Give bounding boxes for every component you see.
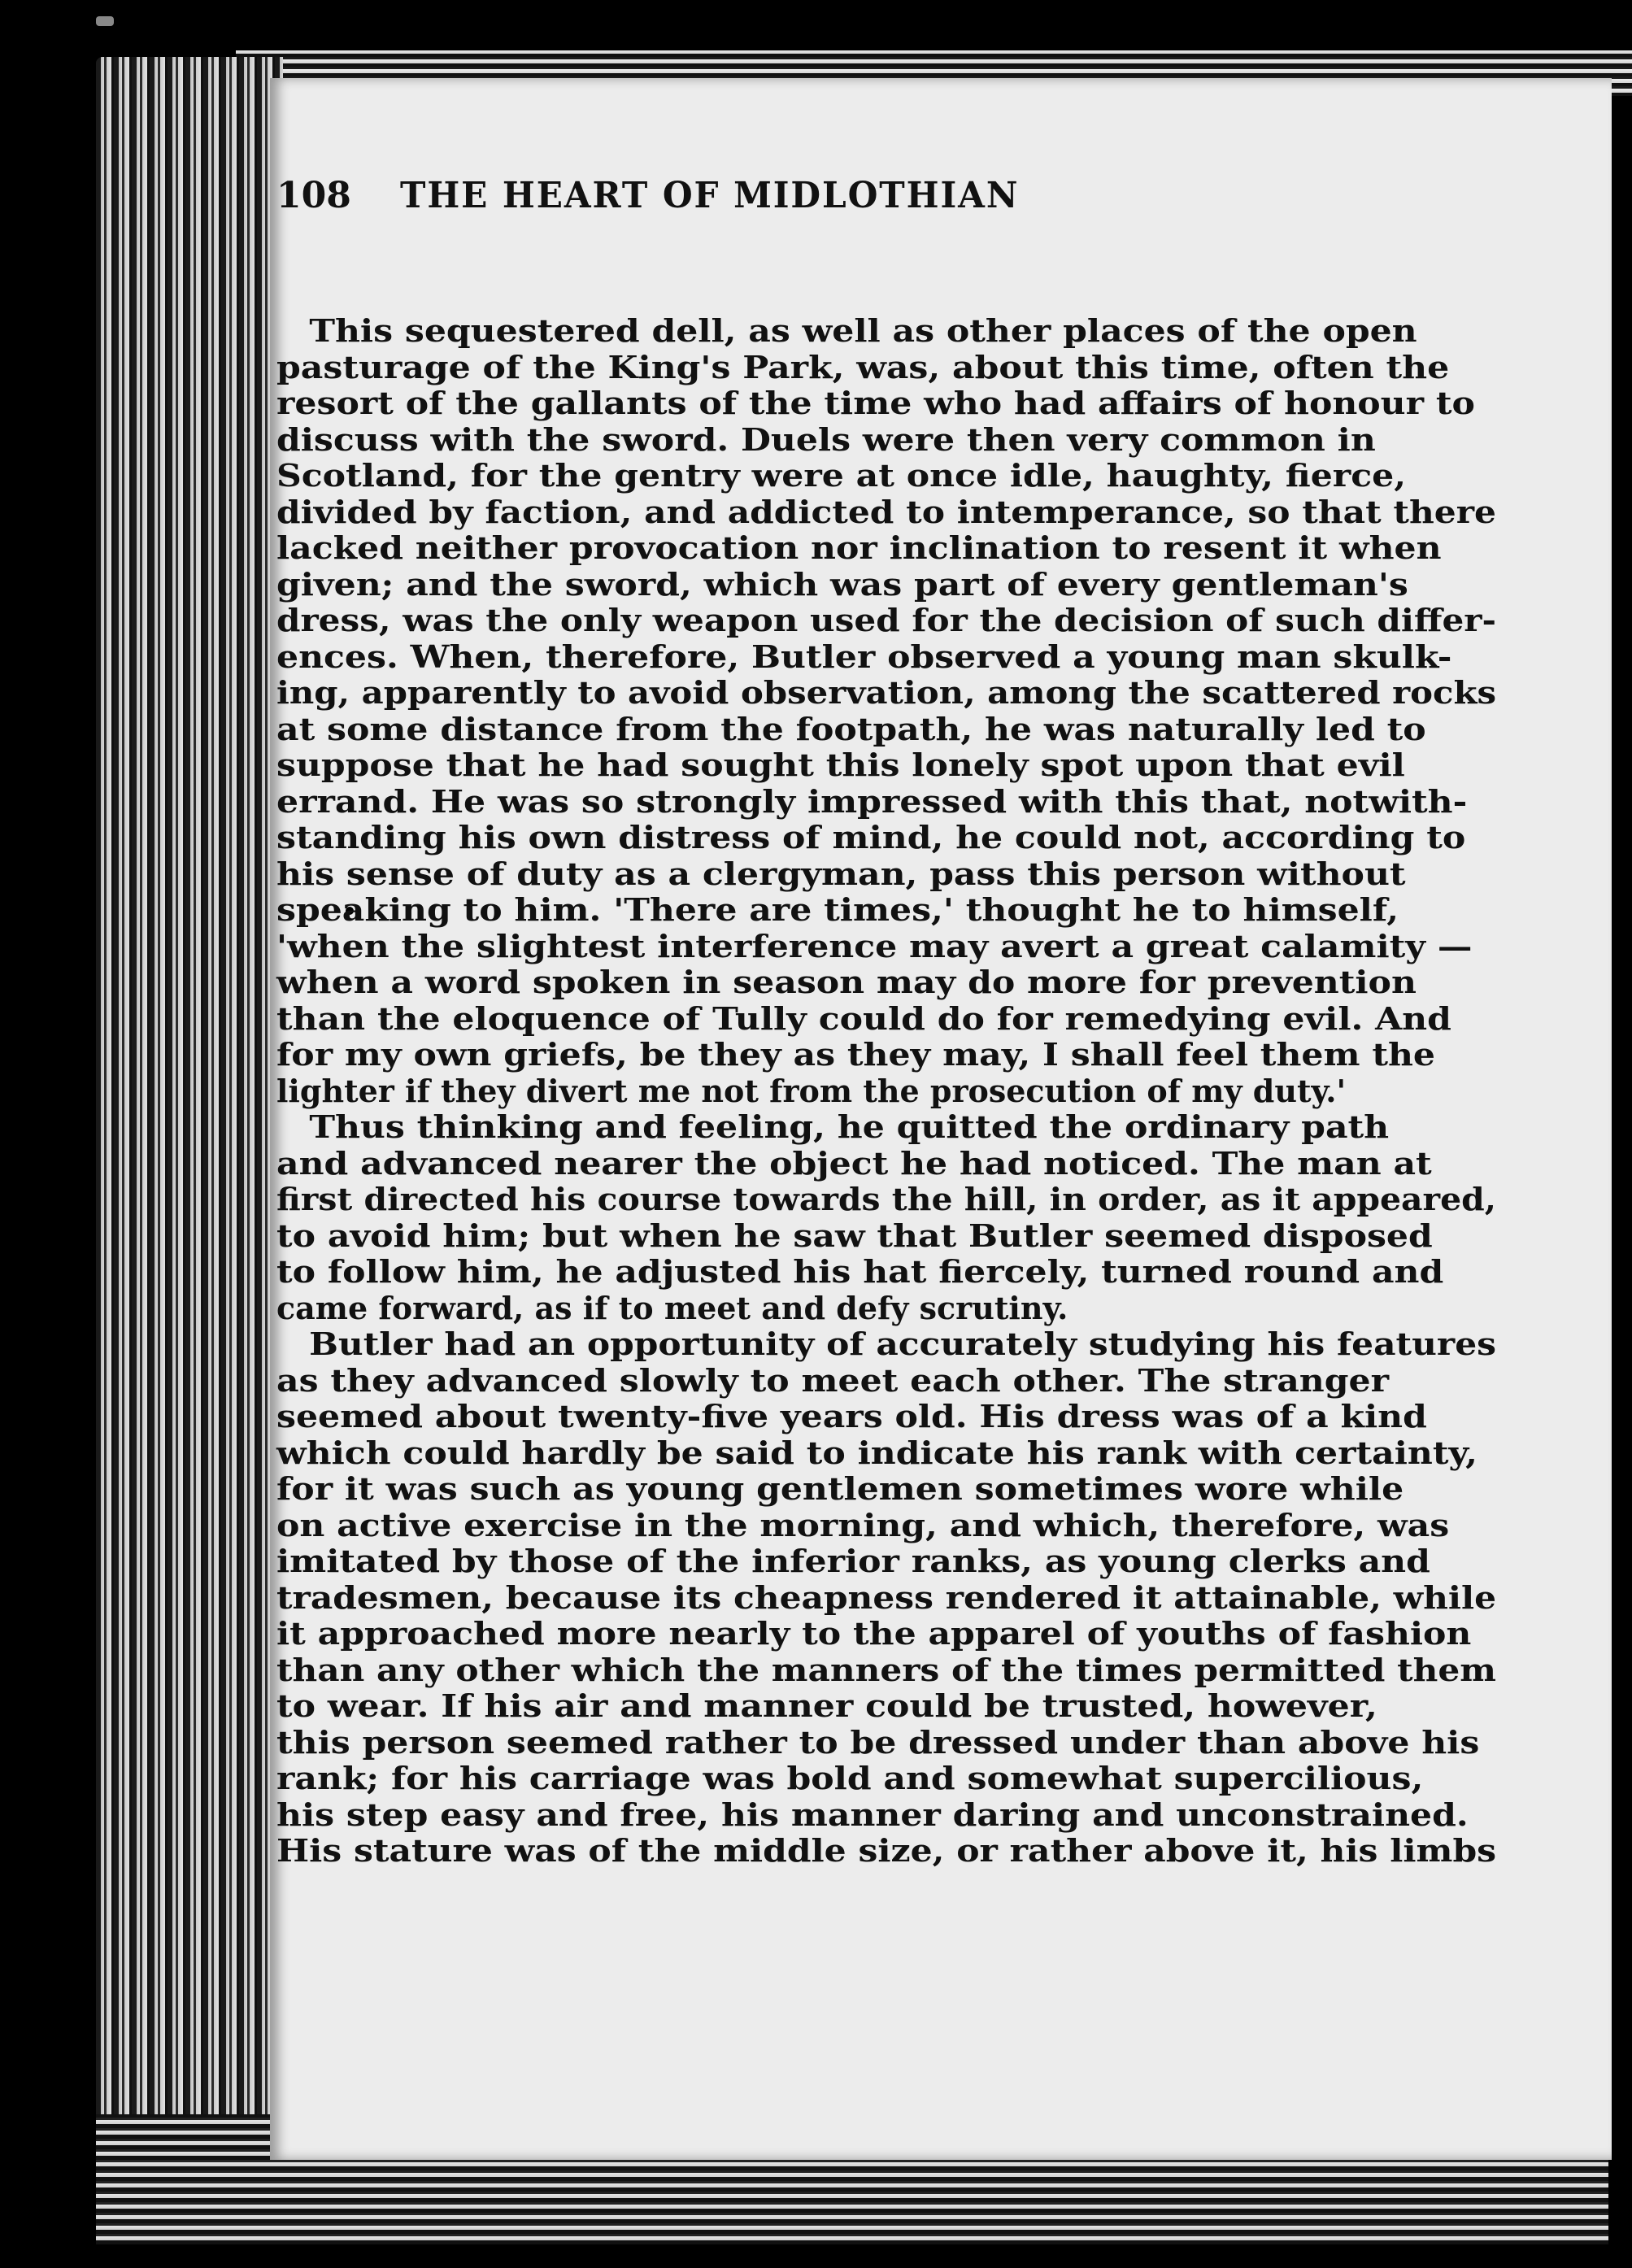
text-line: to follow him, he adjusted his hat fiercely, turned round and [276,1253,1444,1290]
scan-speck [96,16,114,26]
text-line: his step easy and free, his manner daring and unconstrained. [276,1796,1469,1833]
running-title: THE HEART OF MIDLOTHIAN [400,175,1020,216]
page-edges-left [96,57,283,2228]
text-line: at some distance from the footpath, he was naturally led to [276,710,1426,747]
text-line: dress, was the only weapon used for the decision of such differ- [276,602,1496,638]
text-line: suppose that he had sought this lonely spot upon that evil [276,747,1405,783]
text-line: lacked neither provocation nor inclination to resent it when [276,529,1442,566]
text-line: Scotland, for the gentry were at once idle, haughty, fierce, [276,457,1407,494]
text-line: and advanced nearer the object he had noticed. The man at [276,1144,1432,1182]
text-line: ences. When, therefore, Butler observed a young man skulk- [276,638,1452,675]
text-line: seemed about twenty-five years old. His dress was of a kind [276,1398,1427,1434]
text-line: which could hardly be said to indicate his rank with certainty, [276,1434,1478,1471]
text-line: to wear. If his air and manner could be trusted, however, [276,1687,1377,1724]
text-line: pasturage of the King's Park, was, about this time, often the [276,348,1450,385]
text-line: it approached more nearly to the apparel of youths of fashion [276,1615,1472,1652]
text-line: tradesmen, because its cheapness rendered it attainable, while [276,1578,1497,1616]
text-line: as they advanced slowly to meet each other. The stranger [276,1361,1390,1399]
text-line: ing, apparently to avoid observation, among the scattered rocks [276,674,1496,711]
text-line: speaking to him. 'There are times,' thought he to himself, [276,891,1399,928]
text-line: His stature was of the middle size, or rather above it, his limbs [276,1832,1497,1869]
body-text [276,313,1496,1870]
text-line: than any other which the manners of the times permitted them [276,1651,1496,1688]
text-line: lighter if they divert me not from the prosecution of my duty.' [276,1072,1347,1109]
text-line: errand. He was so strongly impressed with this that, notwith- [276,782,1468,820]
text-line: given; and the sword, which was part of every gentleman's [276,565,1408,603]
text-line: 'when the slightest interference may avert a great calamity — [276,927,1473,964]
text-line: discuss with the sword. Duels were then very common in [276,420,1376,458]
text-line: first directed his course towards the hill, in order, as it appeared, [276,1181,1497,1217]
text-line: this person seemed rather to be dressed under than above his [276,1723,1480,1761]
text-line: his sense of duty as a clergyman, pass this person without [276,855,1406,892]
text-line: came forward, as if to meet and defy scrutiny. [276,1289,1068,1326]
text-line: for it was such as young gentlemen sometimes wore while [276,1470,1404,1507]
text-line: standing his own distress of mind, he could not, according to [276,819,1466,855]
text-line: This sequestered dell, as well as other places of the open [309,312,1417,349]
text-line: than the eloquence of Tully could do for remedying evil. And [276,999,1451,1037]
page-number: 108 [276,175,351,216]
text-line: imitated by those of the inferior ranks, as young clerks and [276,1543,1430,1579]
text-line: Thus thinking and feeling, he quitted the ordinary path [309,1108,1390,1145]
page-header [276,175,1354,256]
text-line: resort of the gallants of the time who had affairs of honour to [276,385,1475,421]
text-line: divided by faction, and addicted to intemperance, so that there [276,493,1497,530]
text-line: Butler had an opportunity of accurately studying his features [309,1326,1497,1362]
text-line: when a word spoken in season may do more for prevention [276,964,1417,1000]
text-line: to avoid him; but when he saw that Butler seemed disposed [276,1217,1433,1254]
text-line: for my own griefs, be they as they may, I shall feel them the [276,1036,1436,1073]
text-line: rank; for his carriage was bold and somewhat supercilious, [276,1760,1424,1796]
text-line: on active exercise in the morning, and which, therefore, was [276,1506,1450,1543]
